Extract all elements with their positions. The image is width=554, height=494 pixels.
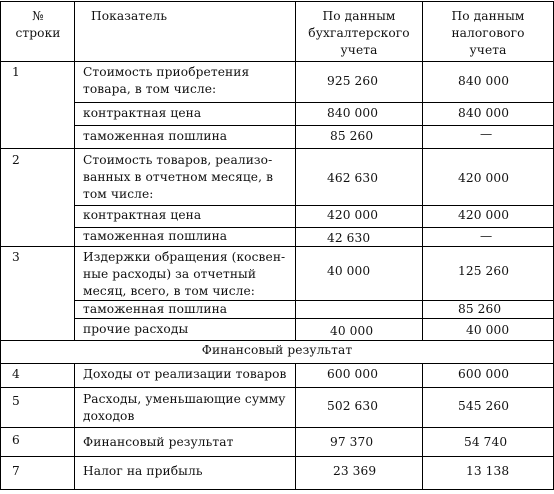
rule [0, 246, 554, 247]
row-label: Доходы от реализации товаров [83, 367, 287, 381]
row-tax-value: 420 000 [458, 171, 510, 185]
rule-top [0, 1, 554, 2]
row-number: 7 [12, 464, 20, 478]
rule [0, 456, 554, 457]
row-accounting-value: 40 000 [327, 264, 371, 278]
row-accounting-value: 42 630 [327, 231, 371, 245]
row-label: Стоимость товаров, реализо- ванных в отчетном месяце, в том числе: [83, 153, 274, 201]
row-tax-value: 840 000 [458, 106, 510, 120]
col-divider [74, 363, 75, 490]
row-number: 4 [12, 367, 20, 381]
row-accounting-value: 925 260 [327, 74, 379, 88]
row-tax-value: 420 000 [458, 208, 510, 222]
col-divider [422, 363, 423, 490]
header-col-tax: По данным налогового учета [451, 9, 525, 57]
row-number: 5 [12, 394, 20, 408]
rule-header-bottom [0, 61, 554, 62]
section-title: Финансовый результат [201, 343, 353, 357]
row-label: Налог на прибыль [83, 464, 203, 478]
row-tax-value: 840 000 [458, 74, 510, 88]
rule [74, 102, 554, 103]
row-tax-value: 13 138 [466, 464, 510, 478]
row-number: 3 [12, 250, 20, 264]
rule-bottom [0, 489, 554, 490]
row-number: 1 [12, 65, 20, 79]
row-accounting-value: 462 630 [327, 171, 379, 185]
row-accounting-value: 85 260 [330, 129, 374, 143]
col-divider [74, 1, 75, 341]
row-accounting-value: 840 000 [327, 106, 379, 120]
rule [0, 148, 554, 149]
row-tax-value: 545 260 [458, 399, 510, 413]
row-tax-value: 85 260 [458, 302, 502, 316]
rule [74, 318, 554, 319]
header-col-accounting: По данным бухгалтерского учета [308, 9, 410, 57]
row-label: таможенная пошлина [83, 129, 228, 143]
row-accounting-value: 502 630 [327, 399, 379, 413]
row-label: Расходы, уменьшающие сумму доходов [83, 392, 286, 423]
row-number: 2 [12, 153, 20, 167]
col-divider [295, 363, 296, 490]
row-label: таможенная пошлина [83, 302, 228, 316]
row-label: прочие расходы [83, 322, 189, 336]
header-col-num: № строки [15, 9, 61, 40]
row-accounting-value: 23 369 [333, 464, 377, 478]
row-number: 6 [12, 433, 20, 447]
row-label: таможенная пошлина [83, 229, 228, 243]
header-col-indicator: Показатель [91, 9, 168, 23]
row-label: контрактная цена [83, 208, 202, 222]
row-accounting-value: 420 000 [327, 208, 379, 222]
row-tax-value: 54 740 [464, 435, 508, 449]
rule [0, 340, 554, 341]
row-tax-value: 600 000 [458, 367, 510, 381]
row-label: Издержки обращения (косвен- ные расходы) за отчетный месяц, всего, в том числе: [83, 250, 286, 298]
row-tax-value: 40 000 [466, 323, 510, 337]
rule [74, 205, 554, 206]
row-tax-value: 125 260 [458, 264, 510, 278]
rule [0, 363, 554, 364]
row-label: Финансовый результат [83, 435, 234, 449]
rule [0, 387, 554, 388]
row-accounting-value: 600 000 [327, 367, 379, 381]
row-label: Стоимость приобретения товара, в том числе: [83, 65, 250, 96]
row-accounting-value: 97 370 [330, 435, 374, 449]
row-label: контрактная цена [83, 106, 202, 120]
rule [0, 427, 554, 428]
row-accounting-value: 40 000 [330, 324, 374, 338]
row-tax-value: — [480, 127, 493, 141]
row-tax-value: — [480, 229, 493, 243]
border-left [0, 1, 1, 490]
